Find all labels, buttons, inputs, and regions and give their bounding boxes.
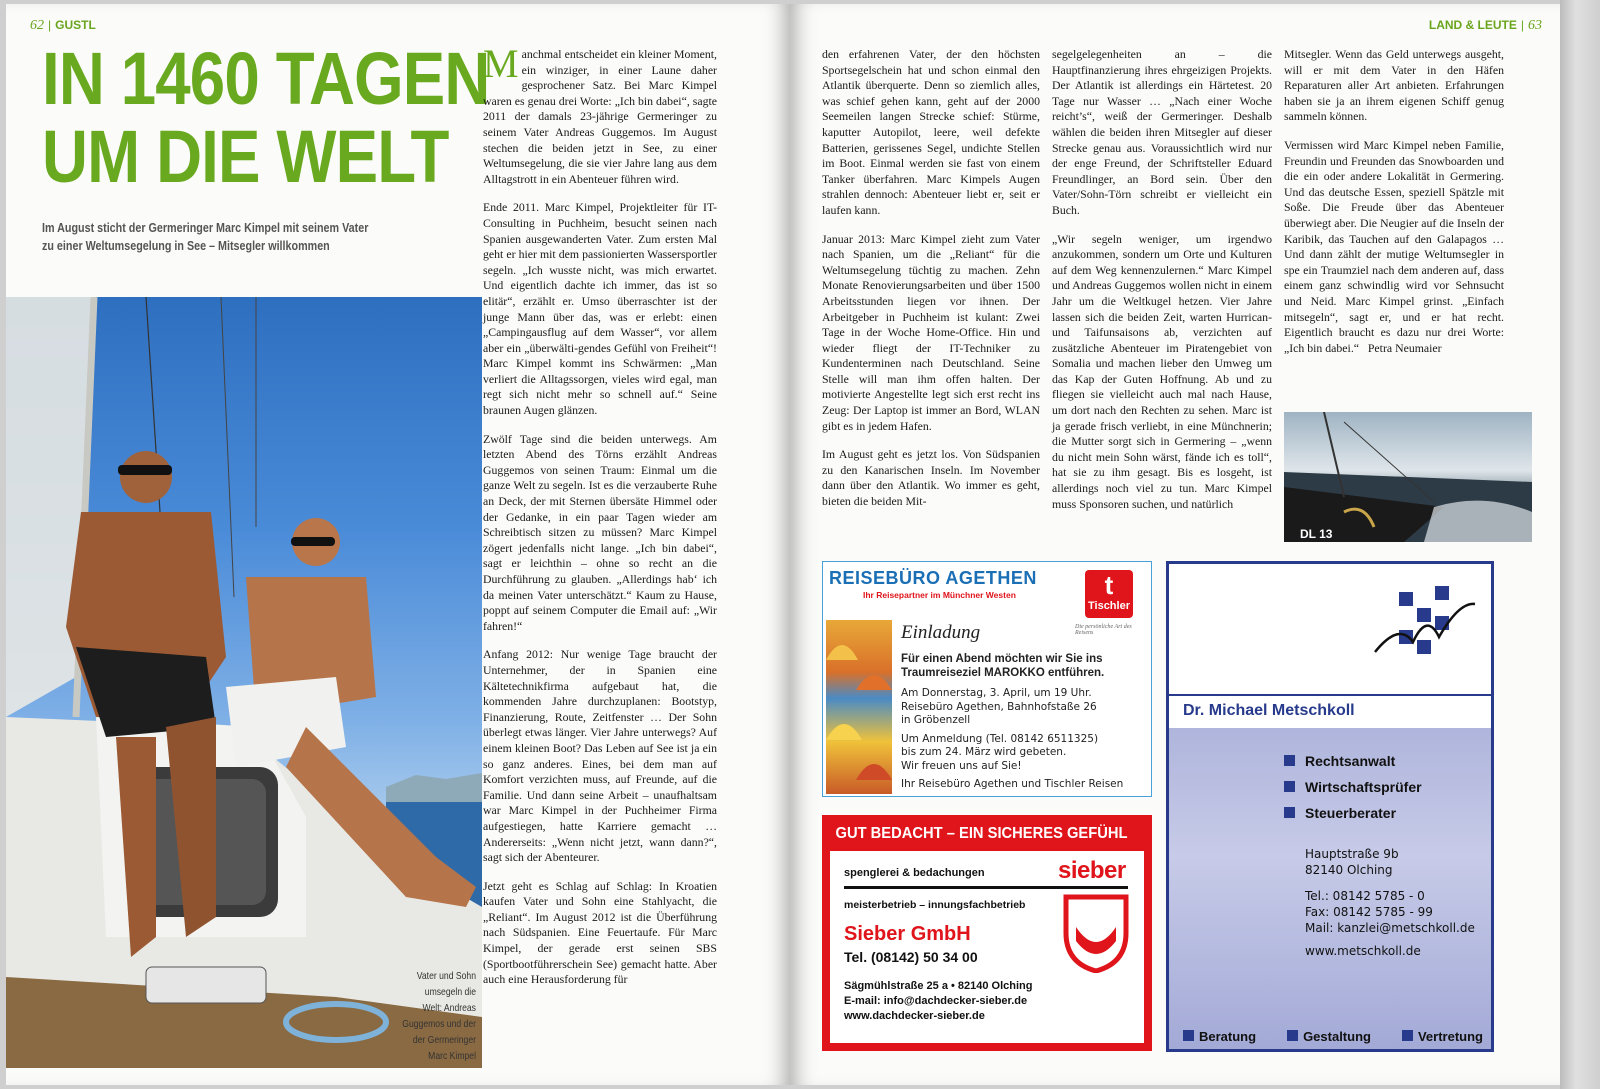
author-name: Petra Neumaier (1367, 340, 1442, 355)
dropcap: M (483, 41, 519, 86)
agethen-info (901, 687, 1123, 792)
page-edge (1560, 0, 1600, 1089)
metschkoll-street: Hauptstraße 9b (1305, 847, 1399, 861)
caption-line: umsegeln die (424, 986, 476, 998)
teaser (42, 219, 412, 255)
sieber-brand: sieber (1058, 857, 1126, 884)
square-bullet-icon (1183, 1030, 1194, 1041)
article-paragraph: Jetzt geht es Schlag auf Schlag: In Kroatien kaufen Vater und Sohn eine Stahlyacht, die „Reliant“. Im August 2012 ist die Überführung nach Südspanien. Eine Feuertaufe. Für Marc Kimpel, der gerade erst seinen SBS (Sportbootführerschein See) gemacht hatte. Aber auch eine Herausforderung für (483, 878, 717, 987)
sieber-email: E-mail: info@dachdecker-sieber.de (844, 995, 1028, 1007)
article-paragraph: Anfang 2012: Nur wenige Tage braucht der Unternehmer, der in Spanien eine Kältetechnikfirma aufgebaut hat, die kommenden Jahre durchzuplanen: Bootstyp, Finanzierung, Route, Zeitfenster … Der Sohn überlegt etwas länger. Vier Jahre unterwegs? Auf einem kleinen Boot? Das Leben auf See ist ja ein so ganz anderes. Eines, bei dem man auf Komfort verzichten muss, auf Freunde, auf die Familie. Und dann seine Arbeit – unaufhaltsam war Marc Kimpel in der Puchheimer Firma aufgestiegen, hatte Karriere gemacht … Andererseits: „Wenn nicht jetzt, wann dann?“, sagt sich der Abenteurer. (483, 647, 717, 865)
sieber-shield-icon (1062, 893, 1130, 973)
folio-right: LAND & LEUTE | 63 (1428, 18, 1542, 33)
sieber-divider (844, 886, 1128, 889)
metschkoll-fax: Fax: 08142 5785 - 99 (1305, 905, 1433, 919)
service-item (1284, 800, 1422, 826)
sieber-contact (844, 979, 1032, 1024)
man-left-head (120, 451, 172, 503)
footer-label: Gestaltung (1303, 1029, 1371, 1044)
service-label: Wirtschaftsprüfer (1305, 779, 1422, 795)
spice-mound (826, 724, 862, 740)
logo-square (1399, 592, 1413, 606)
logo-square (1417, 640, 1431, 654)
sieber-web: www.dachdecker-sieber.de (844, 1010, 985, 1022)
left-page (6, 4, 790, 1085)
square-bullet-icon (1284, 807, 1295, 818)
metschkoll-services (1284, 748, 1422, 826)
article-paragraph: Im August geht es jetzt los. Von Südspanien zu den Kanarischen Inseln. Im November dann über den Atlantik. Wo immer es geht, bieten die beiden Mit- (822, 447, 1040, 509)
section-label-right: LAND & LEUTE (1428, 18, 1517, 32)
sunglasses (291, 537, 335, 546)
ad-metschkoll[interactable] (1166, 561, 1494, 1052)
headline-line-1: IN 1460 TAGEN (42, 37, 490, 120)
spray (1424, 501, 1532, 542)
footer-label: Vertretung (1417, 1029, 1483, 1044)
sieber-trade: spenglerei & bedachungen (844, 867, 985, 879)
footer-item (1402, 1029, 1483, 1044)
agethen-bold-text (901, 652, 1104, 680)
article-paragraph-text: anchmal entscheidet ein kleiner Moment, ein winziger, in einer Laune daher gesprochener Satz. Bei Marc Kimpel waren es genau drei Worte: „Ich bin dabei“, sagte 2011 der damals 23-jährige Germeringer zu seinem Vater Andreas Guggemos. Im August stechen die beiden jetzt in See, zu einer Weltumsegelung, die sie vier Jahre lang aus dem Alltagstrott in ein Abenteuer führen wird. (483, 47, 717, 186)
right-page (790, 4, 1560, 1085)
page-number-right: 63 (1528, 18, 1542, 33)
shield-outline (1066, 897, 1126, 971)
agethen-info-line: in Gröbenzell (901, 714, 971, 726)
logo-square (1417, 608, 1431, 622)
ad-sieber-gmbh[interactable] (822, 815, 1152, 1051)
service-label: Steuerberater (1305, 805, 1397, 821)
deck-scale (146, 967, 266, 1003)
agethen-bold-line: Traumreiseziel MAROKKO entführen. (901, 667, 1105, 679)
agethen-info-line: Um Anmeldung (Tel. 08142 6511325) (901, 732, 1099, 745)
spice-mound (856, 764, 892, 780)
square-bullet-icon (1287, 1030, 1298, 1041)
footer-label: Beratung (1199, 1029, 1257, 1044)
service-item (1284, 774, 1422, 800)
ad-reisebuero-agethen[interactable] (822, 561, 1152, 797)
section-label-left: GUSTL (55, 18, 96, 32)
sieber-phone: Tel. (08142) 50 34 00 (844, 949, 978, 965)
metschkoll-contact (1305, 846, 1475, 959)
article-paragraph: „Wir segeln weniger, um irgendwo anzukommen, sondern um Orte und Kulturen auf dem Weg kennenzulernen.“ Marc Kimpel und Andreas Guggemos wollen nicht in einem Jahr um die Weltkugel hetzen. Vier Jahre lassen sich die beiden Zeit, warten Hurrican- und Taifunsaisons ab, verzichten auf zusätzliche Abenteuer im Piratengebiet von Somalia und machen lieber den Umweg um das Kap der Guten Hoffnung. Ab und zu fliegen sie vielleicht auch mal nach Hause, um dort nach den Rechten zu sehen. Marc ist ja gerade frisch verliebt, in eine Münchnerin; die Mutter sorgt sich in Germering – „wenn du nicht mein Sohn wärst, fände ich es toll“, hat sie zu ihm gesagt. Bis es losgeht, ist allerdings noch viel zu tun. Marc Kimpel muss Sponsoren suchen, und natürlich (1052, 231, 1272, 511)
article-paragraph: Zwölf Tage sind die beiden unterwegs. Am letzten Abend des Törns erzählt Andreas Guggemos von seinen Traum: Einmal um die ganze Welt zu segeln. Ist es die verzauberte Ruhe an Deck, der mit Sternen übersäte Himmel oder der Gedanke, in ein paar Tagen wieder am Schreibtisch sitzen zu müssen? Marc Kimpel zögert jedenfalls nicht lange. „Ich bin dabei“, sagt er leichthin – ohne so recht an die Durchführung zu glauben. „Allerdings hab‘ ich da meinen Vater unterschätzt.“ Kaum zu Hause, poppt auf seinem Computer die Email auf: „Wir fahren!“ (483, 431, 717, 633)
article-paragraph: segelgelegenheiten an – die Hauptfinanzierung ihres ehrgeizigen Projekts. Der Atlantik ist allerdings ein Härtetest. 20 Tage nur Wasser … „Nach einer Woche reicht’s“, weiß der Germeringer. Deshalb wählen die beiden ihren Mitsegler auf dieser Strecke genau aus. Voraussichtlich wird nur der enge Freund, der Schriftsteller Eduard Freundlinger, an Bord sein. Über den Vater/Sohn-Törn schreibt er vielleicht ein Buch. (1052, 47, 1272, 217)
agethen-info-line: Wir freuen uns auf Sie! (901, 759, 1022, 772)
spice-mound (856, 675, 892, 690)
teaser-line-1: Im August sticht der Germeringer Marc Kimpel mit seinem Vater (42, 221, 369, 235)
page-number-left: 62 (30, 18, 44, 33)
agethen-signoff: Ihr Reisebüro Agethen und Tischler Reisen (901, 778, 1124, 790)
metschkoll-panel (1169, 694, 1491, 1052)
metschkoll-tel: Tel.: 08142 5785 - 0 (1305, 889, 1425, 903)
square-bullet-icon (1284, 755, 1295, 766)
tischler-icon: t (1104, 570, 1114, 600)
service-label: Rechtsanwalt (1305, 753, 1396, 769)
caption-line: Vater und Sohn (416, 970, 476, 982)
metschkoll-name: Dr. Michael Metschkoll (1169, 696, 1491, 728)
sunglasses (118, 465, 172, 475)
sailing-photo (6, 297, 482, 1068)
tischler-tag: Die persönliche Art des Reisens (1075, 624, 1132, 636)
caption-line: Marc Kimpel (428, 1050, 476, 1062)
mountains (386, 773, 482, 807)
article-column-2 (822, 47, 1040, 523)
article-column-3 (1052, 47, 1272, 525)
tischler-label: Tischler (1088, 600, 1130, 612)
tischler-logo (1085, 570, 1133, 618)
article-paragraph (1284, 138, 1504, 356)
footer-item (1287, 1029, 1371, 1044)
agethen-info-line: bis zum 24. März wird gebeten. (901, 746, 1067, 758)
footer-item (1183, 1029, 1256, 1044)
square-bullet-icon (1284, 781, 1295, 792)
article-column-4 (1284, 47, 1504, 369)
article-paragraph (483, 41, 717, 187)
article-paragraph: Januar 2013: Marc Kimpel zieht zum Vater nach Spanien, um die „Reliant“ für die Weltumsegelung tüchtig zu machen. Zehn Monate Renovierungsarbeiten und über 1500 Arbeitsstunden liegen vor ihnen. Der Arbeitgeber in Puchheim ist kulant: Zwei Tage in der Woche Home-Office. Hin und wieder fliegt der IT-Techniker zu Kundenterminen nach Deutschland. Seine Stelle will man ihm offen halten. Der motivierte Angestellte legt sich erst recht ins Zeug: Der Laptop ist immer an Bord, WLAN gibt es in jedem Hafen. (822, 231, 1040, 433)
logo-square (1435, 586, 1449, 600)
folio-left: 62 | GUSTL (30, 18, 96, 33)
metschkoll-web: www.metschkoll.de (1305, 944, 1421, 958)
article-paragraph: Mitsegler. Wenn das Geld unterwegs ausgeht, will er mit dem Vater in den Häfen Reparaturen aller Art anbieten. Erfahrungen haben sie ja an ihrem eigenen Schiff genug sammeln können. (1284, 47, 1504, 124)
boat-label: DL 13 (1300, 527, 1333, 541)
metschkoll-logo-icon (1369, 582, 1479, 672)
agethen-info-line: Am Donnerstag, 3. April, um 19 Uhr. (901, 687, 1092, 699)
square-bullet-icon (1402, 1030, 1413, 1041)
agethen-tagline: Ihr Reisepartner im Münchner Westen (863, 590, 1016, 600)
headline-line-2: UM DIE WELT (42, 115, 449, 198)
article-column-1 (483, 41, 717, 1001)
sailing-photo-illustration (6, 297, 482, 1068)
article-paragraph: den erfahrenen Vater, der den höchsten Sportsegelschein hat und schon einmal den Atlantik überquerte. Denn so ziemlich alles, was schief gehen kann, geht auf der 2000 Seemeilen langen Strecke schief: Stürme, kaputter Autopilot, leere, weil defekte Batterien, gerissenes Segel, undichte Stellen im Boot. Einmal werden sie fast von einem Tanker überfahren. Marc Kimpels Augen strahlen dennoch: Abenteuer liebt er, seit er laufen kann. (822, 47, 1040, 217)
photo-caption (402, 968, 476, 1064)
sieber-address: Sägmühlstraße 25 a • 82140 Olching (844, 980, 1033, 992)
teaser-line-2: zu einer Weltumsegelung in See – Mitsegler willkommen (42, 239, 330, 253)
headline (42, 37, 490, 198)
boat-photo-illustration (1284, 412, 1532, 542)
service-item (1284, 748, 1422, 774)
agethen-info-line: Reisebüro Agethen, Bahnhofstaße 26 (901, 700, 1097, 713)
caption-line: Guggemos und der (402, 1018, 476, 1030)
spices-illustration (826, 620, 892, 794)
article-paragraph-text: Vermissen wird Marc Kimpel neben Familie, Freundin und Freunden das Snowboarden und die ein oder andere Lokalität in Germering. Und das deutsche Essen, speziell Spätzle mit Soße. Die Freude über das Abenteuer überwiegt aber. Die Neugier auf die Inseln der Karibik, das Tauchen auf den Galapagos … Und dann zählt der mutige Weltumsegler in spe ein Traumziel nach dem anderen auf, dass einem ganz schwindlig wird vor Sehnsucht und Neid. Marc Kimpel grinst. „Einfach mitsegeln“, sagt er, und er hat recht. Eigentlich braucht es dazu nur drei Worte: „Ich bin dabei.“ (1284, 137, 1504, 355)
sieber-panel (830, 851, 1144, 1043)
sieber-subtitle: meisterbetrieb – innungsfachbetrieb (844, 899, 1026, 911)
caption-line: Welt: Andreas (422, 1002, 476, 1014)
caption-line: der Germeringer (412, 1034, 476, 1046)
metschkoll-mail: Mail: kanzlei@metschkoll.de (1305, 921, 1475, 935)
agethen-name: REISEBÜRO AGETHEN (829, 568, 1037, 588)
einladung-title: Einladung (901, 622, 981, 643)
spices-image (826, 620, 892, 794)
spice-mound (826, 645, 858, 660)
sieber-company: Sieber GmbH (844, 923, 971, 945)
agethen-bold-line: Für einen Abend möchten wir Sie ins (901, 653, 1103, 665)
article-paragraph: Ende 2011. Marc Kimpel, Projektleiter für IT-Consulting in Puchheim, besucht seinen nach Spanien ausgewanderten Vater. Zum ersten Mal geht er hier mit dem passionierten Wassersportler segeln. „Ich wusste nicht, was mich erwartet. Und eigentlich dachte ich immer, das ist so elitär“, erzählt er. Umso überraschter ist der junge Mann über das, was er erlebt: einen „Campingausflug auf dem Wasser“, vor allem aber ein „überwälti-gendes Gefühl von Freiheit“! Marc Kimpel kommt ins Schwärmen: „Man verliert die Alltagssorgen, vieles wird egal, man regt sich nicht mehr so schnell auf.“ Seine braunen Augen glänzen. (483, 200, 717, 418)
logo-square (1399, 630, 1413, 644)
sieber-headline: GUT BEDACHT – EIN SICHERES GEFÜHL (835, 825, 1128, 842)
metschkoll-footer (1183, 1029, 1483, 1044)
rigging (221, 297, 234, 597)
boat-photo (1284, 412, 1532, 542)
metschkoll-city: 82140 Olching (1305, 863, 1393, 877)
